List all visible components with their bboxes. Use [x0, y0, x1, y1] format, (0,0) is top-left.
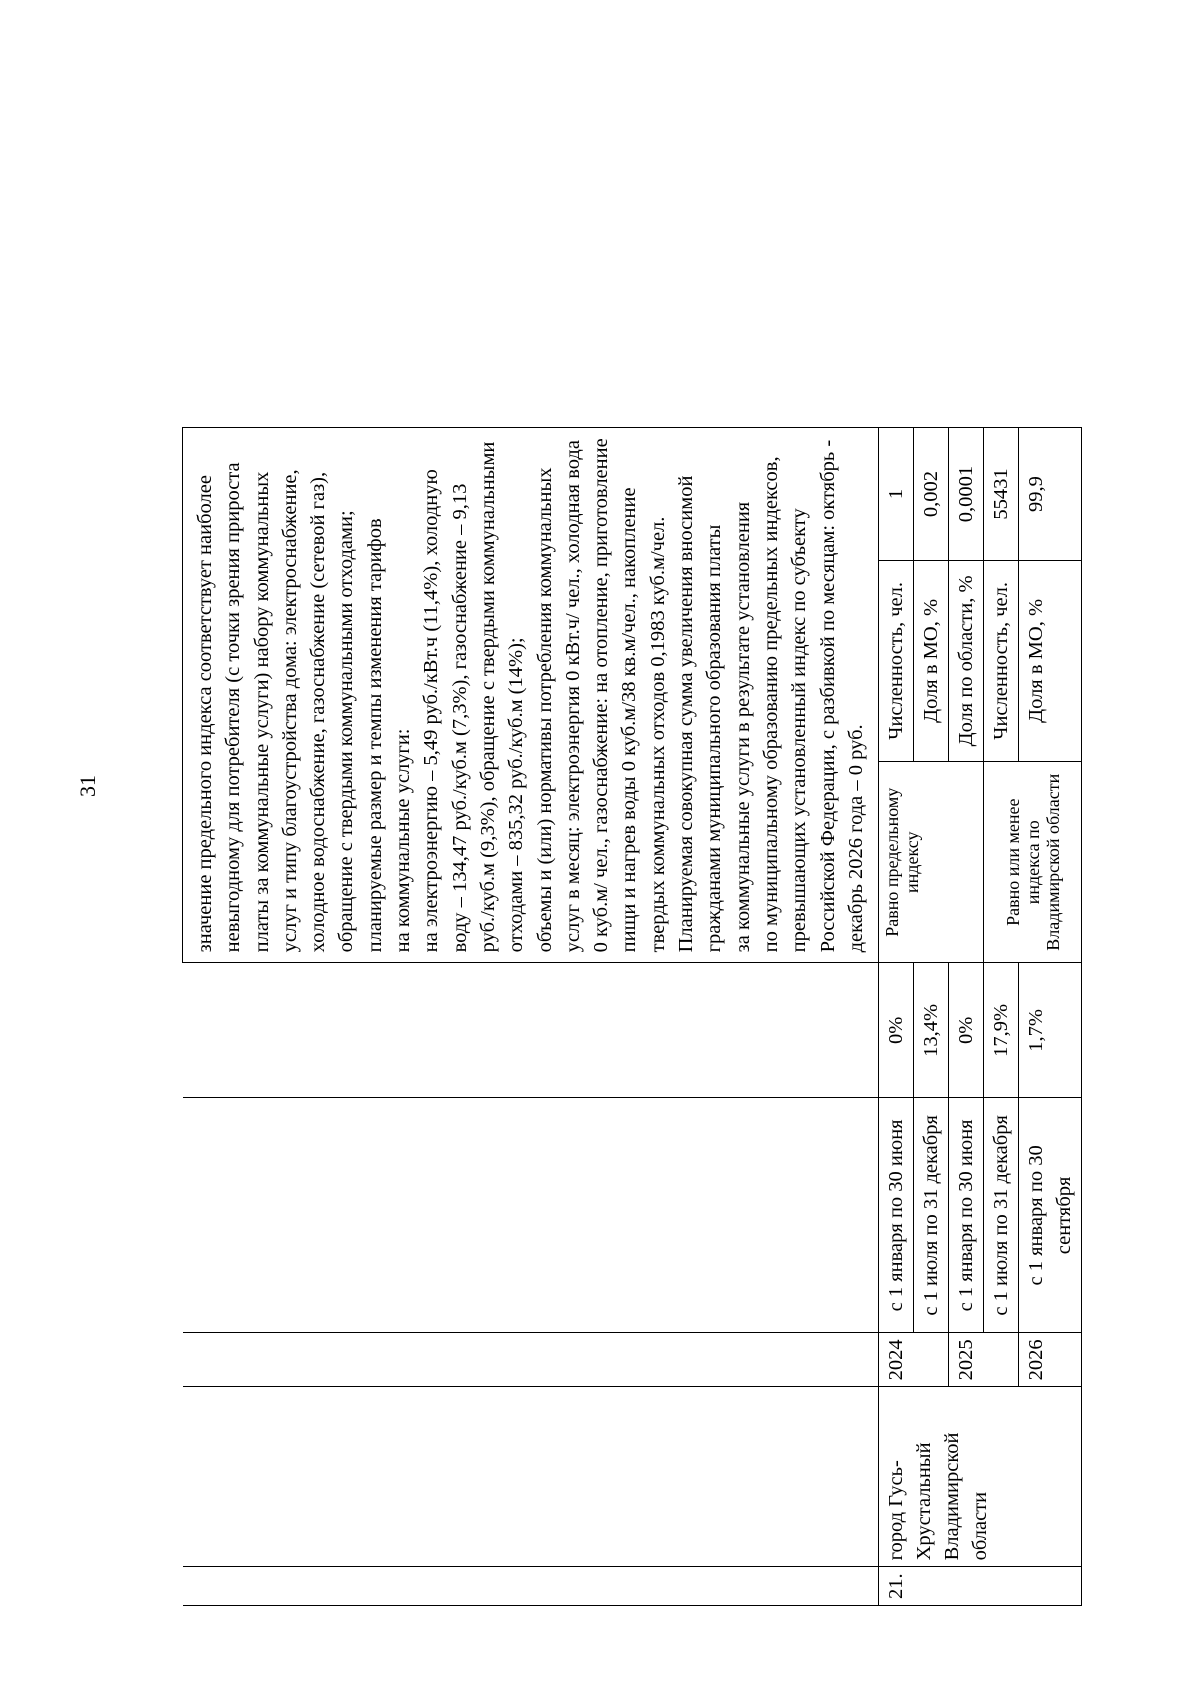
period-cell: с 1 января по 30 сентября	[1019, 1098, 1082, 1333]
description-line: невыгодному для потребителя (с точки зрения прироста	[222, 462, 245, 953]
index-cell: 13,4%	[914, 963, 949, 1098]
description-line: Планируемая совокупная сумма увеличения вносимой	[675, 475, 698, 953]
metric-label: Доля по области, %	[949, 560, 984, 761]
data-table	[182, 427, 1082, 1606]
description-line: Российской Федерации, с разбивкой по месяцам: октябрь -	[816, 439, 839, 953]
description-line: платы за коммунальные услуги) набору коммунальных	[250, 471, 273, 953]
table-cell	[183, 1098, 879, 1333]
table-cell	[183, 1387, 879, 1567]
index-cell: 1,7%	[1019, 963, 1082, 1098]
description-line: декабрь 2026 года – 0 руб.	[844, 724, 867, 953]
metric-value: 0,0001	[949, 428, 984, 560]
description-line: отходами – 835,32 руб./куб.м (14%);	[505, 637, 528, 953]
description-line: обращение с твердыми коммунальными отходами;	[335, 510, 358, 953]
description-line: значение предельного индекса соответствует наиболее	[194, 475, 216, 953]
description-line: превышающих установленный индекс по субъекту	[788, 508, 811, 953]
description-line: 0 куб.м/ чел., газоснабжение: на отопление, приготовление	[590, 438, 613, 953]
description-line: за коммунальные услуги в результате установления	[731, 501, 754, 953]
group-label: Равно или менее индекса по Владимирской области	[984, 762, 1082, 963]
municipality-name: город Гусь-Хрустальный Владимирской области	[879, 1387, 1082, 1567]
table-row	[183, 428, 879, 1606]
description-line: руб./куб.м (9,3%), обращение с твердыми коммунальными	[476, 441, 499, 953]
metric-value: 55431	[984, 428, 1019, 560]
metric-label: Доля в МО, %	[1019, 560, 1082, 761]
table-row	[879, 428, 914, 1606]
metric-label: Доля в МО, %	[914, 560, 949, 761]
description-line: услуг в месяц: электроэнергия 0 кВт.ч/ чел., холодная вода	[561, 440, 584, 953]
description-line: пищи и нагрев воды 0 куб.м/38 кв.м/чел., накопление	[618, 487, 641, 953]
year-cell: 2024	[879, 1333, 949, 1387]
period-cell: с 1 июля по 31 декабря	[914, 1098, 949, 1333]
metric-label: Численность, чел.	[984, 560, 1019, 761]
description-line: объемы и (или) нормативы потребления коммунальных	[533, 467, 556, 953]
table-cell	[183, 1333, 879, 1387]
description-line: на электроэнергию – 5,49 руб./кВт.ч (11,4%), холодную	[420, 469, 443, 953]
description-line: твердых коммунальных отходов 0,1983 куб.м/чел.	[646, 516, 669, 953]
year-cell: 2026	[1019, 1333, 1082, 1387]
group-label: Равно предельному индексу	[879, 762, 984, 963]
index-cell: 17,9%	[984, 963, 1019, 1098]
period-cell: с 1 января по 30 июня	[879, 1098, 914, 1333]
period-cell: с 1 января по 30 июня	[949, 1098, 984, 1333]
metric-value: 99,9	[1019, 428, 1082, 560]
index-cell: 0%	[879, 963, 914, 1098]
metric-value: 0,002	[914, 428, 949, 560]
description-line: по муниципальному образованию предельных индексов,	[759, 456, 782, 953]
index-cell: 0%	[949, 963, 984, 1098]
description-line: гражданами муниципального образования платы	[703, 524, 726, 953]
period-cell: с 1 июля по 31 декабря	[984, 1098, 1019, 1333]
metric-label: Численность, чел.	[879, 560, 914, 761]
row-index: 21.	[879, 1567, 1082, 1606]
page-number: 31	[75, 775, 100, 797]
metric-value: 1	[879, 428, 914, 560]
table-cell	[183, 1567, 879, 1606]
table-cell	[183, 963, 879, 1098]
description-line: на коммунальные услуги:	[392, 728, 415, 953]
description-line: планируемые размер и темпы изменения тарифов	[363, 518, 386, 953]
description-cell	[183, 428, 879, 963]
description-line: услуг и типу благоустройства дома: электроснабжение,	[278, 469, 301, 953]
year-cell: 2025	[949, 1333, 1019, 1387]
description-line: воду – 134,47 руб./куб.м (7,3%), газоснабжение – 9,13	[448, 483, 471, 953]
description-line: холодное водоснабжение, газоснабжение (сетевой газ),	[307, 471, 330, 953]
